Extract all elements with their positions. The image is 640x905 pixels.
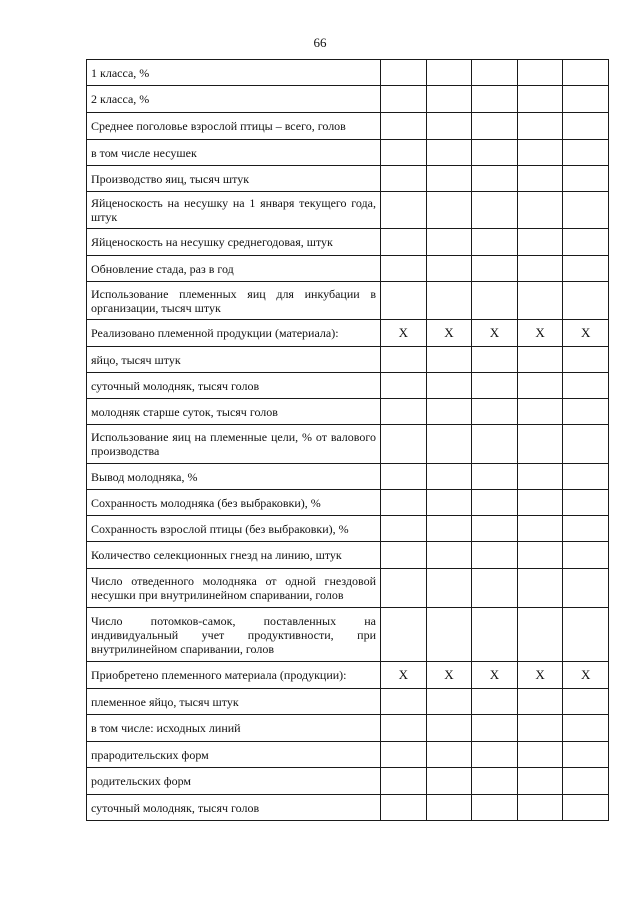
value-cell (381, 464, 427, 490)
value-cell (426, 490, 472, 516)
value-cell (426, 608, 472, 662)
value-cell (563, 425, 609, 464)
value-cell (517, 795, 563, 821)
value-cell (563, 86, 609, 113)
value-cell (563, 569, 609, 608)
value-cell (381, 768, 427, 795)
value-cell (426, 742, 472, 768)
row-label: яйцо, тысяч штук (87, 347, 381, 373)
value-cell (426, 715, 472, 742)
value-cell (472, 347, 518, 373)
value-cell (426, 689, 472, 715)
value-cell (517, 229, 563, 256)
table-body (87, 60, 609, 821)
value-cell (472, 516, 518, 542)
row-label: в том числе несушек (87, 140, 381, 166)
value-cell (381, 742, 427, 768)
value-cell (517, 399, 563, 425)
value-cell (517, 742, 563, 768)
value-cell (426, 256, 472, 282)
row-label: 1 класса, % (87, 60, 381, 86)
value-cell (381, 689, 427, 715)
value-cell (563, 399, 609, 425)
row-label: Яйценоскость на несушку среднегодовая, штук (87, 229, 381, 256)
value-cell (563, 516, 609, 542)
row-label: Сохранность взрослой птицы (без выбраковки), % (87, 516, 381, 542)
value-cell (472, 282, 518, 320)
value-cell (517, 347, 563, 373)
row-label: молодняк старше суток, тысяч голов (87, 399, 381, 425)
value-cell (517, 140, 563, 166)
value-cell (563, 464, 609, 490)
value-cell (472, 608, 518, 662)
value-cell (563, 347, 609, 373)
value-cell (517, 256, 563, 282)
value-cell (381, 282, 427, 320)
value-cell (426, 399, 472, 425)
table-row (87, 256, 609, 282)
row-label: Среднее поголовье взрослой птицы – всего, голов (87, 113, 381, 140)
table-row (87, 373, 609, 399)
value-cell (426, 347, 472, 373)
table-row (87, 166, 609, 192)
value-cell (381, 166, 427, 192)
value-cell (381, 542, 427, 569)
table-row (87, 282, 609, 320)
value-cell (381, 490, 427, 516)
value-cell: Х (563, 662, 609, 689)
value-cell (563, 256, 609, 282)
value-cell (426, 768, 472, 795)
value-cell (472, 399, 518, 425)
value-cell (381, 715, 427, 742)
value-cell (563, 795, 609, 821)
value-cell (381, 569, 427, 608)
value-cell (381, 373, 427, 399)
value-cell (381, 399, 427, 425)
row-label: Сохранность молодняка (без выбраковки), % (87, 490, 381, 516)
table-row (87, 795, 609, 821)
value-cell (381, 60, 427, 86)
value-cell (472, 768, 518, 795)
value-cell (563, 373, 609, 399)
value-cell (517, 192, 563, 229)
value-cell (517, 768, 563, 795)
value-cell (381, 256, 427, 282)
value-cell (472, 542, 518, 569)
value-cell (426, 282, 472, 320)
value-cell (472, 425, 518, 464)
row-label: родительских форм (87, 768, 381, 795)
value-cell: Х (517, 662, 563, 689)
value-cell (426, 192, 472, 229)
value-cell (517, 490, 563, 516)
value-cell (381, 608, 427, 662)
value-cell (381, 140, 427, 166)
value-cell (517, 86, 563, 113)
table-row (87, 542, 609, 569)
value-cell (426, 140, 472, 166)
value-cell (517, 166, 563, 192)
table-row (87, 347, 609, 373)
value-cell (381, 347, 427, 373)
value-cell (472, 166, 518, 192)
row-label: Использование племенных яиц для инкубации в организации, тысяч штук (87, 282, 381, 320)
table-row (87, 229, 609, 256)
value-cell (563, 490, 609, 516)
value-cell (472, 689, 518, 715)
value-cell (426, 516, 472, 542)
value-cell (472, 490, 518, 516)
value-cell (563, 229, 609, 256)
row-label: прародительских форм (87, 742, 381, 768)
table-row (87, 569, 609, 608)
value-cell (426, 373, 472, 399)
table-row (87, 140, 609, 166)
value-cell (381, 86, 427, 113)
table-row (87, 425, 609, 464)
value-cell (563, 608, 609, 662)
row-label: суточный молодняк, тысяч голов (87, 795, 381, 821)
value-cell (517, 425, 563, 464)
row-label: Использование яиц на племенные цели, % от валового производства (87, 425, 381, 464)
value-cell (517, 113, 563, 140)
value-cell (517, 282, 563, 320)
table-row (87, 60, 609, 86)
value-cell (426, 60, 472, 86)
value-cell (381, 113, 427, 140)
row-label: Яйценоскость на несушку на 1 января текущего года, штук (87, 192, 381, 229)
value-cell (563, 113, 609, 140)
table-row (87, 608, 609, 662)
value-cell: Х (472, 320, 518, 347)
row-label: Число отведенного молодняка от одной гнездовой несушки при внутрилинейном спаривании, голов (87, 569, 381, 608)
value-cell (426, 113, 472, 140)
value-cell (563, 60, 609, 86)
row-label: 2 класса, % (87, 86, 381, 113)
row-label: Количество селекционных гнезд на линию, штук (87, 542, 381, 569)
value-cell (426, 542, 472, 569)
value-cell (517, 715, 563, 742)
value-cell (472, 113, 518, 140)
table-row (87, 113, 609, 140)
value-cell (426, 166, 472, 192)
row-label: Производство яиц, тысяч штук (87, 166, 381, 192)
value-cell: Х (426, 662, 472, 689)
value-cell (381, 192, 427, 229)
table-row (87, 742, 609, 768)
value-cell (426, 795, 472, 821)
value-cell (563, 542, 609, 569)
value-cell (563, 166, 609, 192)
table-row (87, 192, 609, 229)
table-row (87, 490, 609, 516)
value-cell (517, 464, 563, 490)
value-cell (472, 464, 518, 490)
indicators-table (86, 59, 609, 821)
value-cell (426, 425, 472, 464)
value-cell (517, 608, 563, 662)
value-cell (426, 229, 472, 256)
value-cell (517, 689, 563, 715)
row-label: племенное яйцо, тысяч штук (87, 689, 381, 715)
value-cell (517, 60, 563, 86)
table-row (87, 715, 609, 742)
value-cell (426, 464, 472, 490)
value-cell: Х (381, 662, 427, 689)
value-cell (517, 542, 563, 569)
row-label: Число потомков-самок, поставленных на индивидуальный учет продуктивности, при внутрилинейном спаривании, голов (87, 608, 381, 662)
value-cell (472, 569, 518, 608)
row-label: в том числе: исходных линий (87, 715, 381, 742)
value-cell (563, 715, 609, 742)
page-number: 66 (313, 35, 327, 50)
value-cell (563, 140, 609, 166)
row-label: суточный молодняк, тысяч голов (87, 373, 381, 399)
value-cell (517, 373, 563, 399)
value-cell (472, 192, 518, 229)
value-cell (426, 86, 472, 113)
value-cell (381, 229, 427, 256)
table-row (87, 464, 609, 490)
table-row (87, 320, 609, 347)
row-label: Обновление стада, раз в год (87, 256, 381, 282)
table-row (87, 86, 609, 113)
table-row (87, 516, 609, 542)
value-cell (472, 373, 518, 399)
value-cell (563, 282, 609, 320)
value-cell (563, 192, 609, 229)
value-cell: Х (563, 320, 609, 347)
row-label: Вывод молодняка, % (87, 464, 381, 490)
value-cell (381, 425, 427, 464)
value-cell (472, 742, 518, 768)
value-cell: Х (472, 662, 518, 689)
value-cell (472, 86, 518, 113)
value-cell (381, 516, 427, 542)
value-cell (472, 140, 518, 166)
value-cell: Х (517, 320, 563, 347)
table-row (87, 768, 609, 795)
row-label: Реализовано племенной продукции (материала): (87, 320, 381, 347)
table-row (87, 399, 609, 425)
value-cell (517, 569, 563, 608)
table-row (87, 662, 609, 689)
value-cell (426, 569, 472, 608)
value-cell (472, 60, 518, 86)
value-cell (563, 689, 609, 715)
value-cell: Х (426, 320, 472, 347)
value-cell (472, 256, 518, 282)
value-cell (472, 229, 518, 256)
value-cell (381, 795, 427, 821)
table-row (87, 689, 609, 715)
value-cell (563, 742, 609, 768)
row-label: Приобретено племенного материала (продукции): (87, 662, 381, 689)
value-cell (563, 768, 609, 795)
value-cell (517, 516, 563, 542)
value-cell (472, 795, 518, 821)
value-cell: Х (381, 320, 427, 347)
value-cell (472, 715, 518, 742)
